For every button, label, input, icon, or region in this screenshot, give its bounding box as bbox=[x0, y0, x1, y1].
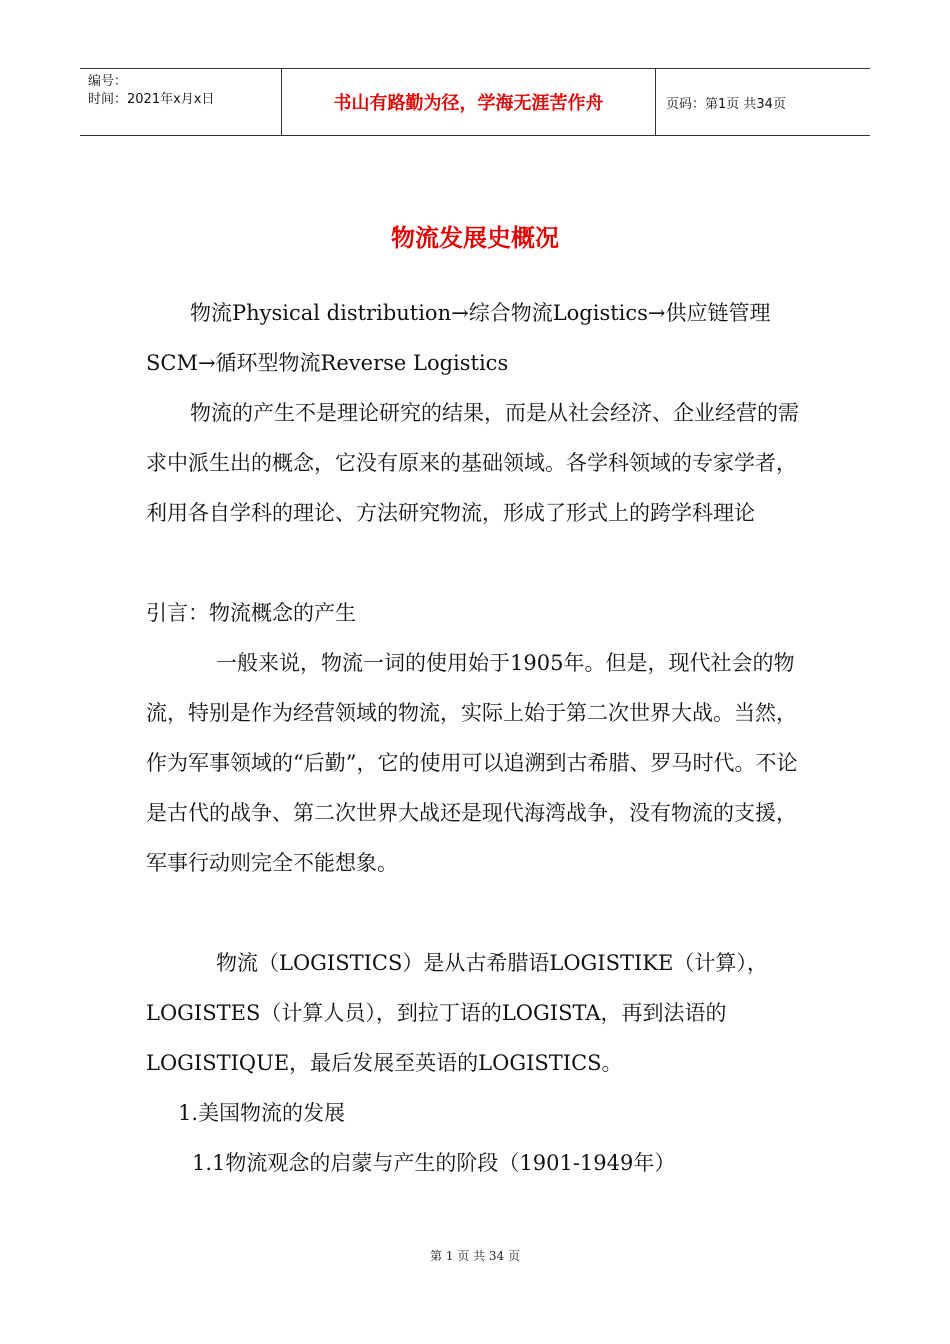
time-label: 时间：2021年x月x日 bbox=[88, 92, 215, 107]
paragraph-origin: 物流的产生不是理论研究的结果，而是从社会经济、企业经营的需求中派生出的概念，它没有原来的基础领域。各学科领域的专家学者，利用各自学科的理论、方法研究物流，形成了形式上的跨学科理论 bbox=[146, 401, 799, 525]
header-motto: 书山有路勤为径，学海无涯苦作舟 bbox=[282, 69, 656, 135]
subsection-heading-1-1: 1.1物流观念的启蒙与产生的阶段（1901-1949年） bbox=[192, 1151, 676, 1175]
document-body bbox=[146, 288, 816, 1188]
spacer bbox=[146, 888, 816, 938]
paragraph-history: 一般来说，物流一词的使用始于1905年。但是，现代社会的物流，特别是作为经营领域的物流，实际上始于第二次世界大战。当然，作为军事领域的“后勤”，它的使用可以追溯到古希腊、罗马时代。不论是古代的战争、第二次世界大战还是现代海湾战争，没有物流的支援，军事行动则完全不能想象。 bbox=[146, 651, 798, 875]
section-heading-us: 1.美国物流的发展 bbox=[178, 1101, 346, 1125]
paragraph-evolution: 物流Physical distribution→综合物流Logistics→供应链管理SCM→循环型物流Reverse Logistics bbox=[146, 301, 771, 375]
page-title: 物流发展史概况 bbox=[391, 224, 559, 252]
header-page-label: 页码：第1页 共34页 bbox=[666, 96, 786, 112]
spacer bbox=[146, 538, 816, 588]
section-heading-intro: 引言：物流概念的产生 bbox=[146, 601, 356, 625]
header-meta bbox=[80, 69, 282, 135]
number-label: 编号： bbox=[88, 74, 128, 89]
paragraph-etymology: 物流（LOGISTICS）是从古希腊语LOGISTIKE（计算），LOGISTES（计算人员），到拉丁语的LOGISTA，再到法语的LOGISTIQUE，最后发展至英语的LOGISTICS。 bbox=[146, 951, 768, 1075]
header-table bbox=[80, 68, 870, 136]
page-footer: 第 1 页 共 34 页 bbox=[430, 1249, 520, 1263]
